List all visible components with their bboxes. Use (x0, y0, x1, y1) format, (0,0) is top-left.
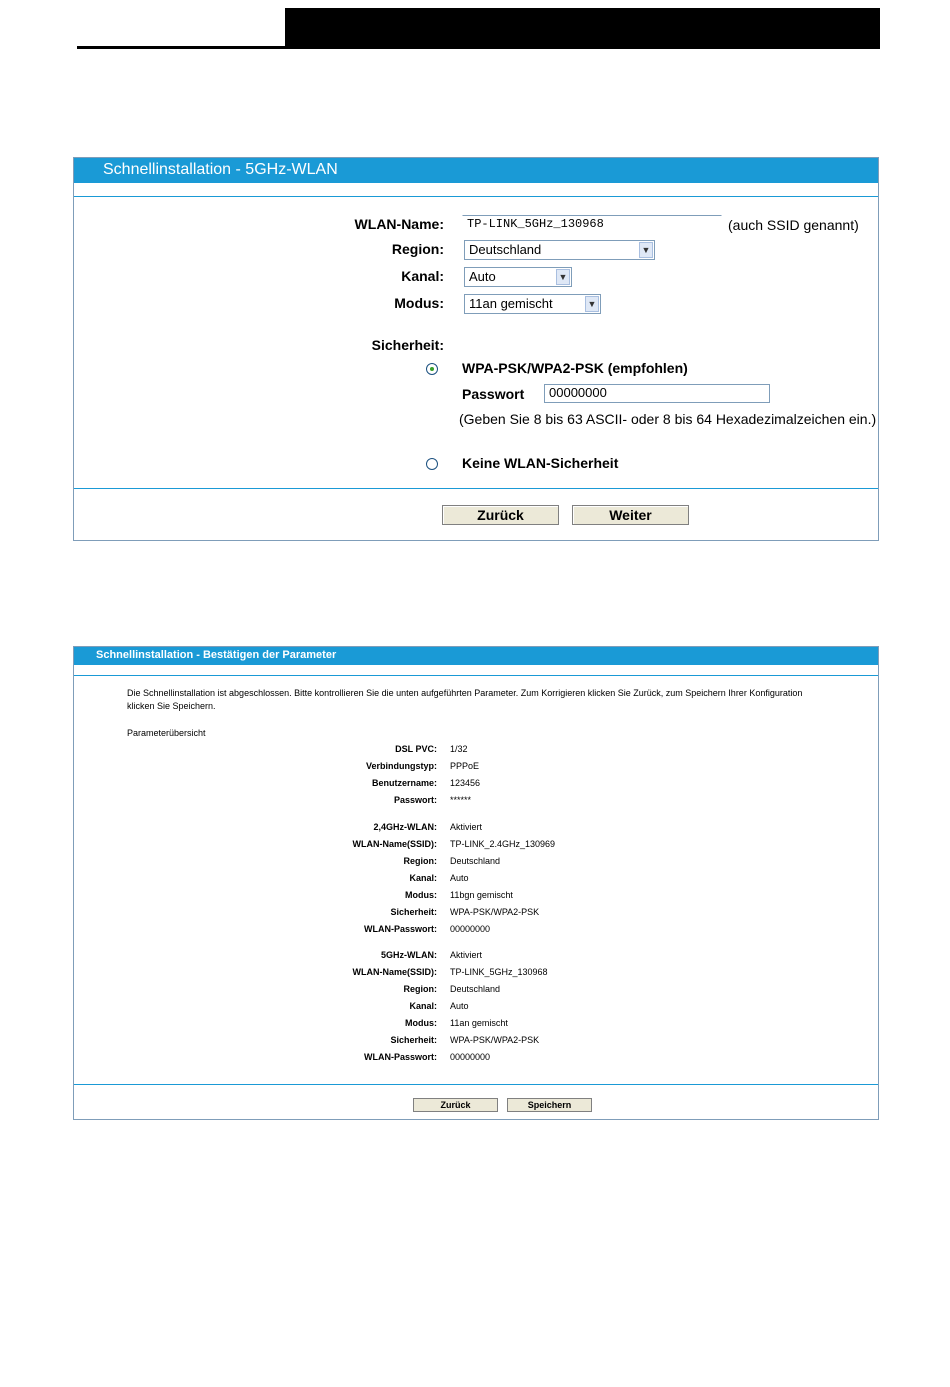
param-value: 123456 (450, 778, 481, 788)
param-label: WLAN-Passwort: (363, 1052, 437, 1062)
passwort-input[interactable]: 00000000 (544, 384, 770, 403)
param-value: Auto (450, 1001, 469, 1011)
none-label: Keine WLAN-Sicherheit (462, 455, 619, 471)
param-label: Sicherheit: (390, 907, 437, 917)
param-value: Deutschland (450, 856, 501, 866)
param-label: Modus: (405, 1018, 437, 1028)
chevron-down-icon: ▼ (639, 242, 653, 258)
none-radio[interactable] (426, 458, 438, 470)
param-label: Sicherheit: (390, 1035, 437, 1045)
overview-label: Parameterübersicht (127, 728, 206, 738)
save-button[interactable]: Speichern (507, 1098, 592, 1112)
next-button[interactable]: Weiter (572, 505, 689, 525)
param-label: Verbindungstyp: (365, 761, 437, 771)
kanal-select[interactable] (464, 267, 572, 287)
panel-title: Schnellinstallation - 5GHz-WLAN (74, 158, 878, 183)
param-label: 2,4GHz-WLAN: (373, 822, 437, 832)
param-value: PPPoE (450, 761, 480, 771)
back-button[interactable]: Zurück (413, 1098, 498, 1112)
param-label: 5GHz-WLAN: (381, 950, 437, 960)
param-value: 00000000 (450, 1052, 491, 1062)
param-value: 00000000 (450, 924, 491, 934)
passwort-label: Passwort (462, 386, 525, 402)
param-label: Passwort: (393, 795, 437, 805)
param-value: Aktiviert (450, 822, 483, 832)
intro-line-2: klicken Sie Speichern. (127, 701, 216, 711)
ssid-hint: (auch SSID genannt) (728, 217, 859, 233)
param-label: WLAN-Passwort: (363, 924, 437, 934)
panel-title: Schnellinstallation - Bestätigen der Parameter (74, 647, 878, 665)
wpa-label: WPA-PSK/WPA2-PSK (empfohlen) (462, 360, 688, 376)
kanal-label: Kanal: (401, 268, 444, 284)
param-value: WPA-PSK/WPA2-PSK (450, 1035, 540, 1045)
param-value: WPA-PSK/WPA2-PSK (450, 907, 540, 917)
sicherheit-label: Sicherheit: (371, 337, 444, 353)
param-label: Region: (403, 984, 437, 994)
header-bar (285, 8, 880, 49)
separator (74, 196, 878, 197)
modus-value: 11an gemischt (469, 296, 553, 311)
region-label: Region: (391, 241, 444, 257)
param-label: Kanal: (409, 873, 437, 883)
header-rule (77, 46, 287, 49)
separator (74, 1084, 878, 1085)
wlan-name-label: WLAN-Name: (354, 216, 444, 232)
param-label: Benutzername: (371, 778, 437, 788)
region-value: Deutschland (469, 242, 542, 257)
separator (74, 675, 878, 676)
param-label: Region: (403, 856, 437, 866)
modus-label: Modus: (394, 295, 444, 311)
region-select[interactable] (464, 240, 655, 260)
param-value: TP-LINK_5GHz_130968 (450, 967, 548, 977)
intro-line-1: Die Schnellinstallation ist abgeschlossen. Bitte kontrollieren Sie die unten aufgeführten Parameter. Zum Korrigieren klicken Sie Zurück, zum Speichern Ihrer Konfiguration (127, 688, 803, 698)
modus-select[interactable] (464, 294, 601, 314)
param-label: WLAN-Name(SSID): (352, 839, 437, 849)
confirm-parameters-panel (73, 646, 879, 1120)
param-value: TP-LINK_2.4GHz_130969 (450, 839, 556, 849)
quick-setup-5ghz-panel (73, 157, 879, 541)
chevron-down-icon: ▼ (556, 269, 570, 285)
param-label: Kanal: (409, 1001, 437, 1011)
param-value: 11bgn gemischt (450, 890, 513, 900)
param-value: 1/32 (450, 744, 468, 754)
param-value: Auto (450, 873, 469, 883)
chevron-down-icon: ▼ (585, 296, 599, 312)
param-value: ****** (450, 795, 472, 805)
back-button[interactable]: Zurück (442, 505, 559, 525)
param-label: Modus: (405, 890, 437, 900)
intro-text (127, 687, 877, 713)
param-value: Deutschland (450, 984, 501, 994)
separator (74, 488, 878, 489)
param-label: WLAN-Name(SSID): (352, 967, 437, 977)
param-value: Aktiviert (450, 950, 483, 960)
param-label: DSL PVC: (395, 744, 437, 754)
kanal-value: Auto (469, 269, 496, 284)
passwort-hint: (Geben Sie 8 bis 63 ASCII- oder 8 bis 64 Hexadezimalzeichen ein.) (459, 411, 877, 427)
wpa-radio[interactable] (426, 363, 438, 375)
param-value: 11an gemischt (450, 1018, 508, 1028)
wlan-name-input[interactable]: TP-LINK_5GHz_130968 (462, 215, 722, 233)
